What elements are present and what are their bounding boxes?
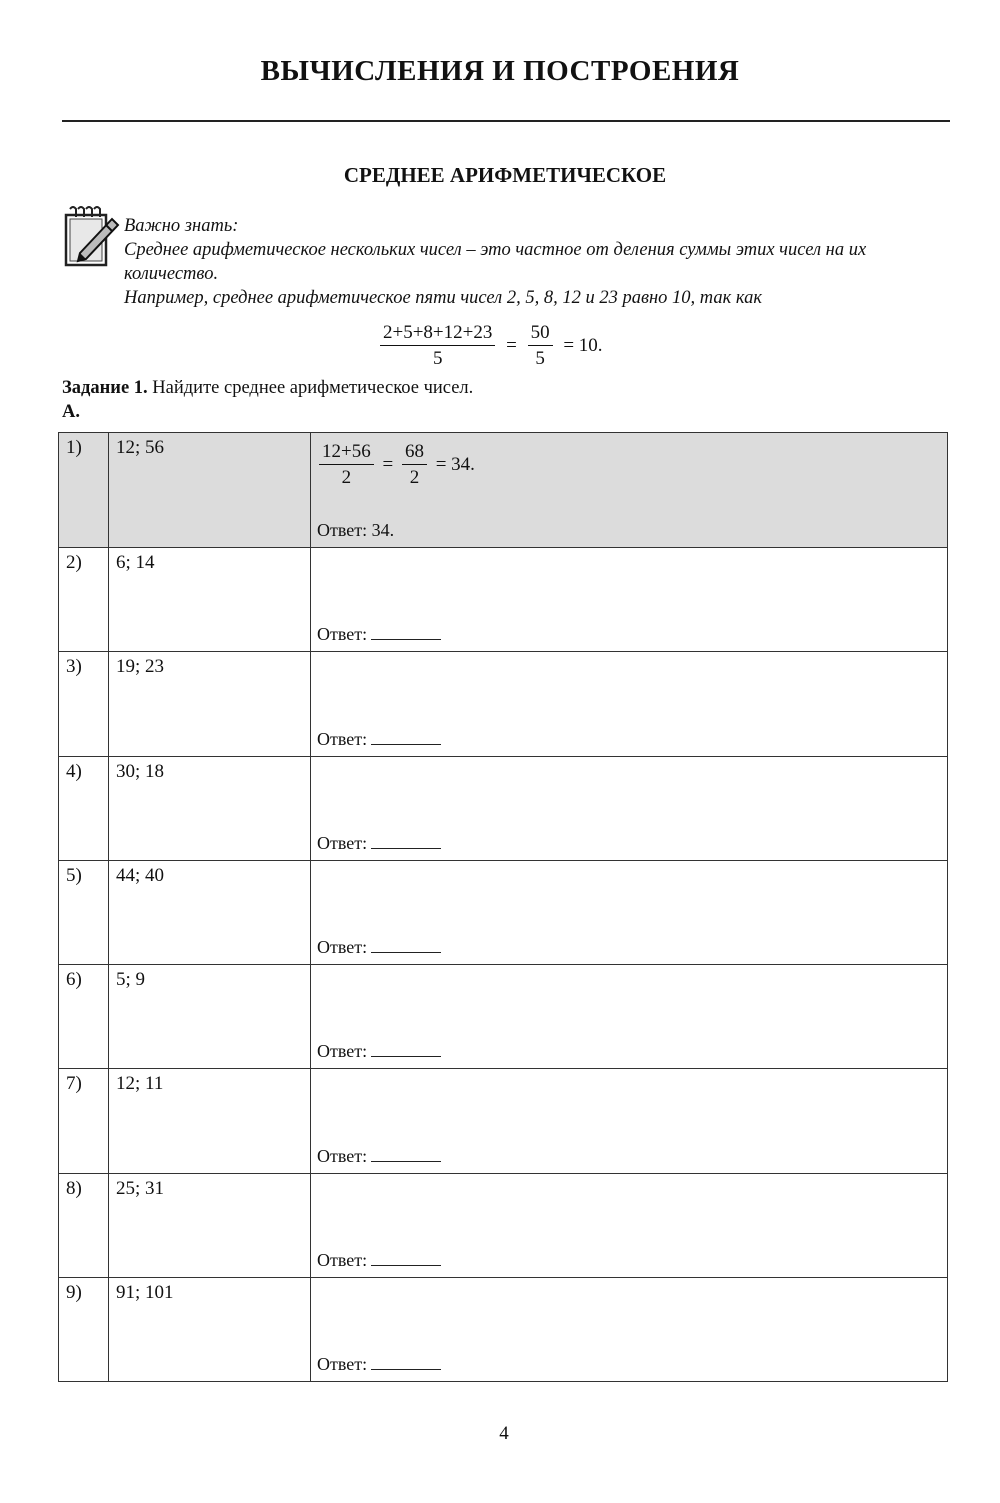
note-example: Например, среднее арифметическое пяти чисел 2, 5, 8, 12 и 23 равно 10, так как: [124, 288, 763, 308]
table-row: [59, 1069, 948, 1173]
answer-label: Ответ:: [317, 937, 368, 958]
equals-sign: =: [506, 335, 517, 356]
answer-blank[interactable]: [371, 1355, 441, 1370]
fraction-total: [402, 441, 427, 489]
row-numbers: 25; 31: [109, 1173, 311, 1277]
solution-area[interactable]: [311, 1069, 948, 1173]
example-calculation: [319, 441, 479, 489]
table-row: [59, 860, 948, 964]
solution-area[interactable]: [311, 1173, 948, 1277]
notepad-pencil-icon: [60, 203, 122, 269]
answer-line: [317, 1041, 441, 1062]
row-numbers: 44; 40: [109, 860, 311, 964]
table-row: [59, 756, 948, 860]
row-index: 2): [59, 548, 109, 652]
row-numbers: 30; 18: [109, 756, 311, 860]
answer-blank[interactable]: [371, 1251, 441, 1266]
note-heading: Важно знать:: [124, 216, 239, 236]
section-title: СРЕДНЕЕ АРИФМЕТИЧЕСКОЕ: [343, 163, 667, 187]
row-numbers: 12; 11: [109, 1069, 311, 1173]
fraction-sum: [380, 322, 495, 370]
page-title: ВЫЧИСЛЕНИЯ И ПОСТРОЕНИЯ: [260, 55, 740, 87]
table-row: [59, 433, 948, 548]
equals-sign: =: [382, 454, 394, 475]
table-row: [59, 965, 948, 1069]
row-index: 5): [59, 860, 109, 964]
note-definition: Среднее арифметическое нескольких чисел – это частное от деления суммы этих чисел на их количество.: [124, 240, 867, 284]
answer-label: Ответ:: [317, 832, 368, 853]
row-index: 1): [59, 433, 109, 548]
row-numbers: 6; 14: [109, 548, 311, 652]
answer-line: [317, 833, 441, 854]
formula-result: = 10.: [563, 335, 603, 356]
fraction-denominator: 2: [409, 467, 420, 488]
row-index: 7): [59, 1069, 109, 1173]
fraction-numerator: 2+5+8+12+23: [380, 322, 495, 346]
important-note: [124, 214, 952, 310]
fraction-numerator: 50: [528, 322, 553, 346]
task-part-label: А.: [62, 402, 80, 422]
answer-label: Ответ:: [317, 1354, 368, 1375]
task-text: Найдите среднее арифметическое чисел.: [152, 378, 474, 398]
table-row: [59, 652, 948, 756]
fraction-numerator: 12+56: [319, 441, 374, 465]
answer-label: Ответ:: [317, 728, 368, 749]
row-index: 4): [59, 756, 109, 860]
answer-label: Ответ:: [317, 1250, 368, 1271]
answer-label: Ответ:: [317, 624, 368, 645]
row-index: 3): [59, 652, 109, 756]
row-numbers: 5; 9: [109, 965, 311, 1069]
table-row: [59, 1173, 948, 1277]
answer-label: Ответ:: [317, 1041, 368, 1062]
answer-line: [317, 729, 441, 750]
solution-area[interactable]: [311, 756, 948, 860]
fraction-sum: [319, 441, 374, 489]
answer-blank[interactable]: [371, 730, 441, 745]
solution-area[interactable]: [311, 965, 948, 1069]
row-index: 9): [59, 1278, 109, 1382]
table-row: [59, 548, 948, 652]
example-answer: Ответ: 34.: [317, 520, 395, 540]
fraction-numerator: 68: [402, 441, 427, 465]
answer-line: [317, 1146, 441, 1167]
row-index: 8): [59, 1173, 109, 1277]
table-row: [59, 1278, 948, 1382]
fraction-denominator: 5: [535, 348, 545, 369]
row-numbers: 91; 101: [109, 1278, 311, 1382]
answer-blank[interactable]: [371, 1147, 441, 1162]
answer-label: Ответ:: [317, 1145, 368, 1166]
row-numbers: 12; 56: [109, 433, 311, 548]
answer-line: [317, 624, 441, 645]
task-label: Задание 1.: [62, 378, 148, 398]
answer-blank[interactable]: [371, 1042, 441, 1057]
solution-area[interactable]: [311, 548, 948, 652]
answer-line: [317, 937, 441, 958]
title-divider: [62, 120, 950, 122]
answer-line: [317, 1250, 441, 1271]
fraction-denominator: 5: [432, 348, 443, 369]
solution-area[interactable]: [311, 1278, 948, 1382]
answer-blank[interactable]: [371, 834, 441, 849]
answer-blank[interactable]: [371, 625, 441, 640]
answer-blank[interactable]: [371, 938, 441, 953]
page-number: 4: [499, 1423, 509, 1444]
solution-area[interactable]: [311, 860, 948, 964]
row-index: 6): [59, 965, 109, 1069]
example-solution: [311, 433, 948, 548]
example-formula: [380, 322, 609, 370]
answer-line: [317, 1354, 441, 1375]
row-numbers: 19; 23: [109, 652, 311, 756]
calculation-result: = 34.: [435, 454, 475, 475]
exercise-table: [58, 432, 948, 1382]
task-heading: [62, 378, 473, 399]
fraction-denominator: 2: [341, 467, 352, 488]
fraction-total: [528, 322, 553, 370]
solution-area[interactable]: [311, 652, 948, 756]
